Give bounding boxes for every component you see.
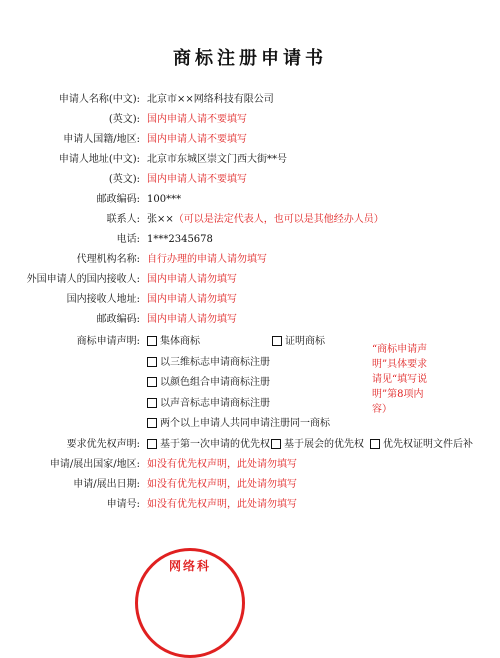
field-label: 代理机构名称: — [76, 254, 140, 265]
option-label: 基于第一次申请的优先权 — [160, 439, 270, 450]
option-certification-mark[interactable] — [272, 333, 325, 351]
field-applicant-nationality — [0, 131, 500, 149]
checkbox[interactable] — [370, 439, 380, 449]
seal-text: 网络科 — [168, 559, 211, 573]
field-label: 国内接收人地址: — [66, 294, 140, 305]
checkbox[interactable] — [147, 439, 157, 449]
field-domestic-receiver — [0, 271, 500, 289]
document-title: 商标注册申请书 — [173, 48, 327, 69]
option-label: 以三维标志申请商标注册 — [160, 357, 270, 368]
option-first-filing-priority[interactable] — [147, 436, 270, 454]
field-priority-country — [0, 456, 500, 474]
field-label: 联系人: — [106, 214, 140, 225]
option-label: 优先权证明文件后补 — [383, 439, 473, 450]
field-label: 邮政编码: — [96, 314, 140, 325]
option-priority-docs-later[interactable] — [370, 436, 473, 454]
field-hint: （可以是法定代表人，也可以是其他经办人员） — [173, 214, 384, 225]
option-sound-mark[interactable] — [147, 395, 270, 413]
field-label: 申请/展出国家/地区: — [49, 459, 140, 470]
field-applicant-address-en — [0, 171, 500, 189]
field-label: 申请人名称(中文): — [58, 94, 140, 105]
checkbox[interactable] — [147, 357, 157, 367]
field-value: 1***2345678 — [147, 234, 213, 245]
option-label: 以声音标志申请商标注册 — [160, 398, 270, 409]
field-label: 申请人地址(中文): — [58, 154, 140, 165]
field-value: 如没有优先权声明，此处请勿填写 — [147, 459, 297, 470]
field-label: 申请人国籍/地区: — [63, 134, 140, 145]
checkbox[interactable] — [272, 336, 282, 346]
field-value: 如没有优先权声明，此处请勿填写 — [147, 479, 297, 490]
field-value-group — [147, 211, 384, 229]
option-label: 以颜色组合申请商标注册 — [160, 377, 270, 388]
field-value: 国内申请人请不要填写 — [147, 134, 247, 145]
checkbox[interactable] — [271, 439, 281, 449]
field-value: 北京市××网络科技有限公司 — [147, 94, 274, 105]
field-value: 自行办理的申请人请勿填写 — [147, 254, 267, 265]
field-label: 商标申请声明: — [76, 336, 140, 347]
field-value: 100*** — [147, 194, 182, 205]
field-label: 要求优先权声明: — [66, 439, 140, 450]
option-3d-mark[interactable] — [147, 354, 270, 372]
option-joint-application[interactable] — [147, 415, 330, 433]
field-label: (英文): — [108, 174, 140, 185]
field-label: 邮政编码: — [96, 194, 140, 205]
field-label: 申请号: — [106, 499, 140, 510]
field-value: 国内申请人请不要填写 — [147, 114, 247, 125]
field-value: 国内申请人请勿填写 — [147, 274, 237, 285]
option-color-mark[interactable] — [147, 374, 270, 392]
field-value: 国内申请人请勿填写 — [147, 294, 237, 305]
field-phone — [0, 231, 500, 249]
checkbox[interactable] — [147, 377, 157, 387]
field-value: 国内申请人请勿填写 — [147, 314, 237, 325]
option-label: 集体商标 — [160, 336, 200, 347]
option-label: 两个以上申请人共同申请注册同一商标 — [160, 418, 330, 429]
field-value: 国内申请人请不要填写 — [147, 174, 247, 185]
field-applicant-name-en — [0, 111, 500, 129]
field-receiver-address — [0, 291, 500, 309]
field-agency-name — [0, 251, 500, 269]
mark-declaration-note: “商标申请声明”具体要求请见“填写说明”第8项内容） — [372, 344, 428, 415]
field-receiver-postal-code — [0, 311, 500, 329]
field-label: 电话: — [116, 234, 140, 245]
field-label: 申请/展出日期: — [73, 479, 140, 490]
option-label: 基于展会的优先权 — [284, 439, 364, 450]
option-label: 证明商标 — [285, 336, 325, 347]
field-label: 外国申请人的国内接收人: — [26, 274, 140, 285]
field-applicant-name-cn — [0, 91, 500, 109]
field-value: 如没有优先权声明，此处请勿填写 — [147, 499, 297, 510]
field-applicant-address-cn — [0, 151, 500, 169]
checkbox[interactable] — [147, 336, 157, 346]
checkbox[interactable] — [147, 398, 157, 408]
option-exhibition-priority[interactable] — [271, 436, 364, 454]
field-postal-code — [0, 191, 500, 209]
field-contact — [0, 211, 500, 229]
field-value: 北京市东城区崇文门西大街**号 — [147, 154, 287, 165]
option-collective-mark[interactable] — [147, 333, 200, 351]
field-priority-date — [0, 476, 500, 494]
field-label: (英文): — [108, 114, 140, 125]
checkbox[interactable] — [147, 418, 157, 428]
field-priority-number — [0, 496, 500, 514]
field-value: 张×× — [147, 214, 174, 225]
